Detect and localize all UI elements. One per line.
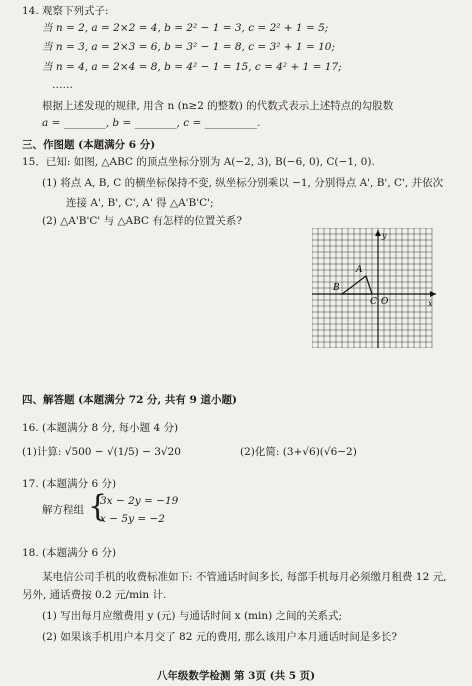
q17-title: 17. (本题满分 6 分) xyxy=(22,478,117,490)
system-brace-icon: { xyxy=(88,489,108,524)
q14-case-n3: 当 n = 3, a = 2×3 = 6, b = 3² − 1 = 8, c = 3² + 1 = 10; xyxy=(42,41,335,53)
q15-part1: (1) 将点 A, B, C 的横坐标保持不变, 纵坐标分别乘以 −1, 分别得点 A', B', C', 并依次 xyxy=(42,177,444,189)
q17-lead: 解方程组 xyxy=(42,504,84,516)
y-axis-arrow-icon xyxy=(375,230,381,236)
page-footer: 八年级数学检测 第 3页 (共 5 页) xyxy=(156,670,316,682)
q14-ellipsis: …… xyxy=(52,79,73,91)
q18-part2: (2) 如果该手机用户本月交了 82 元的费用, 那么该用户本月通话时间是多长? xyxy=(42,631,398,643)
q17-equation-2: x − 5y = −2 xyxy=(100,513,165,525)
q16-part1: (1)计算: √500 − √(1/5) − 3√20 xyxy=(22,446,181,458)
section-3-heading: 三、作图题 (本题满分 6 分) xyxy=(22,139,156,151)
q14-case-n2: 当 n = 2, a = 2×2 = 4, b = 2² − 1 = 3, c = 2² + 1 = 5; xyxy=(42,22,329,34)
label-x-axis: x xyxy=(428,299,433,308)
triangle-abc xyxy=(342,276,372,294)
q16-part2: (2)化简: (3+√6)(√6−2) xyxy=(240,446,357,458)
x-axis-arrow-icon xyxy=(430,291,436,297)
q14-title: 14. 观察下列式子: xyxy=(22,5,109,17)
label-b: B xyxy=(333,283,340,293)
coordinate-grid-svg xyxy=(312,228,438,348)
coordinate-grid-figure xyxy=(312,228,438,348)
q14-prompt: 根据上述发现的规律, 用含 n (n≥2 的整数) 的代数式表示上述特点的勾股数 xyxy=(42,100,394,112)
label-origin: O xyxy=(381,297,389,307)
q18-title: 18. (本题满分 6 分) xyxy=(22,547,117,559)
q17-equation-1: 3x − 2y = −19 xyxy=(100,495,179,507)
q18-part1: (1) 写出每月应缴费用 y (元) 与通话时间 x (min) 之间的关系式; xyxy=(42,610,343,622)
q14-case-n4: 当 n = 4, a = 2×4 = 8, b = 4² − 1 = 15, c = 4² + 1 = 17; xyxy=(42,61,342,73)
q18-statement-1: 某电信公司手机的收费标准如下: 不管通话时间多长, 每部手机每月必须缴月租费 12 元, xyxy=(42,571,447,583)
label-c: C xyxy=(370,297,377,307)
q15-part2: (2) △A'B'C' 与 △ABC 有怎样的位置关系? xyxy=(42,215,243,227)
q14-answer-blanks: a = ________, b = ________, c = __________. xyxy=(42,117,261,129)
q18-statement-2: 另外, 通话费按 0.2 元/min 计. xyxy=(22,589,167,601)
q16-title: 16. (本题满分 8 分, 每小题 4 分) xyxy=(22,422,179,434)
section-4-heading: 四、解答题 (本题满分 72 分, 共有 9 道小题) xyxy=(22,394,237,406)
q15-statement: 15．已知: 如图, △ABC 的顶点坐标分别为 A(−2, 3), B(−6, 0), C(−1, 0). xyxy=(22,156,375,168)
label-a: A xyxy=(356,265,363,275)
label-y-axis: y xyxy=(382,231,387,240)
q15-part1-cont: 连接 A', B', C', A' 得 △A'B'C'; xyxy=(66,197,214,209)
